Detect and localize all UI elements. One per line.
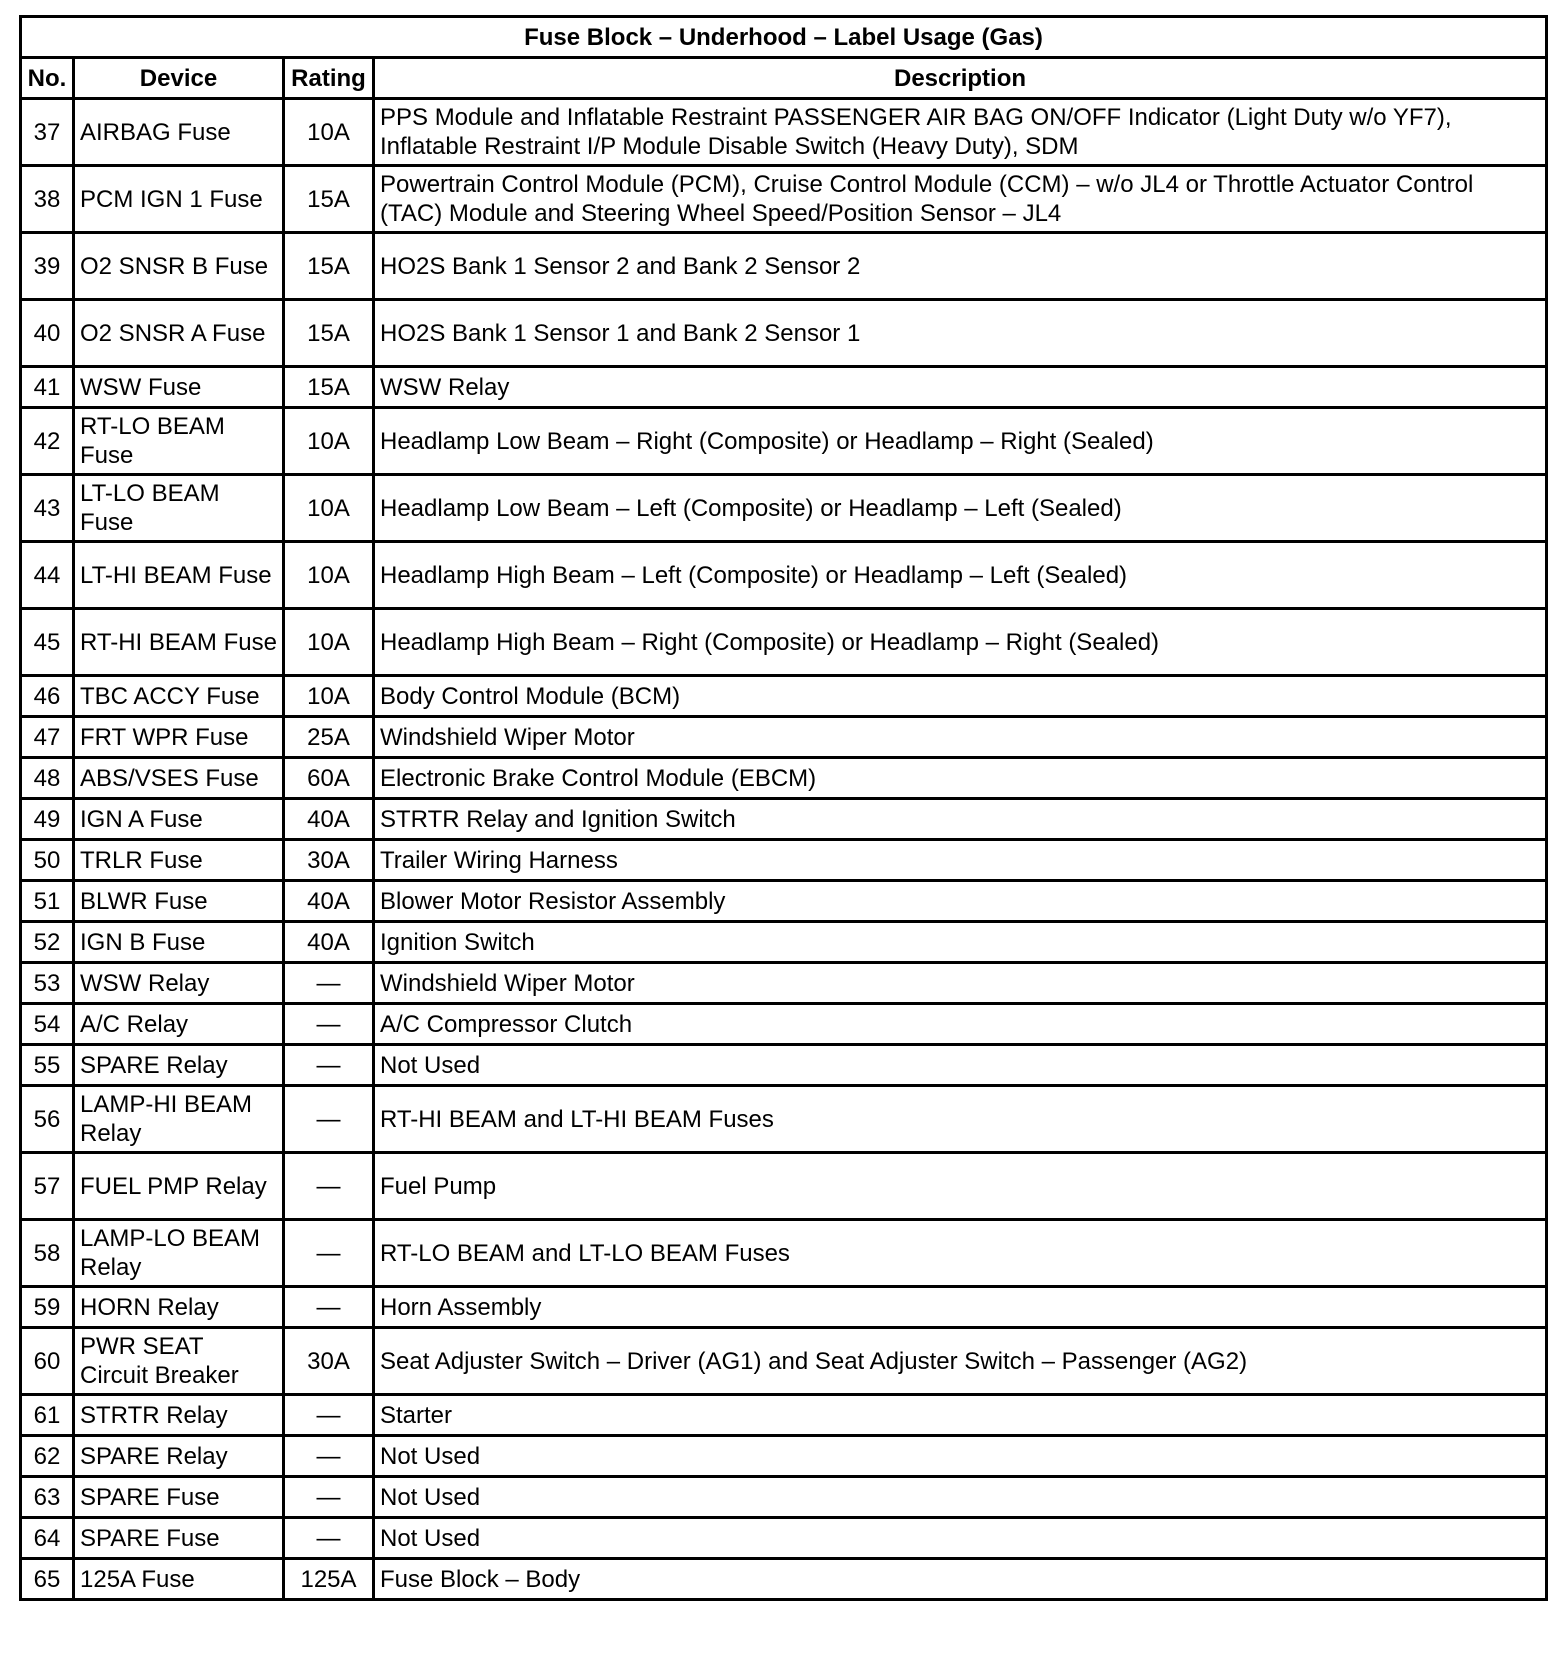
cell-device: 125A Fuse bbox=[74, 1559, 284, 1600]
cell-rating: — bbox=[284, 1004, 374, 1045]
cell-description: Powertrain Control Module (PCM), Cruise Control Module (CCM) – w/o JL4 or Throttle Actuator Control (TAC) Module and Steering Wheel Speed/Position Sensor – JL4 bbox=[374, 166, 1547, 233]
table-row bbox=[21, 758, 1547, 799]
cell-description: HO2S Bank 1 Sensor 2 and Bank 2 Sensor 2 bbox=[374, 233, 1547, 300]
cell-device: FRT WPR Fuse bbox=[74, 717, 284, 758]
cell-rating: — bbox=[284, 1086, 374, 1153]
cell-device: WSW Fuse bbox=[74, 367, 284, 408]
cell-device: LAMP-HI BEAM Relay bbox=[74, 1086, 284, 1153]
cell-no: 56 bbox=[21, 1086, 74, 1153]
table-row bbox=[21, 609, 1547, 676]
cell-no: 65 bbox=[21, 1559, 74, 1600]
cell-device: RT-HI BEAM Fuse bbox=[74, 609, 284, 676]
column-header-description: Description bbox=[374, 58, 1547, 99]
table-row bbox=[21, 475, 1547, 542]
table-row bbox=[21, 676, 1547, 717]
table-row bbox=[21, 99, 1547, 166]
table-row bbox=[21, 1287, 1547, 1328]
table-row bbox=[21, 1220, 1547, 1287]
cell-rating: 30A bbox=[284, 840, 374, 881]
cell-no: 52 bbox=[21, 922, 74, 963]
cell-rating: 40A bbox=[284, 881, 374, 922]
table-row bbox=[21, 1045, 1547, 1086]
cell-rating: — bbox=[284, 1518, 374, 1559]
table-row bbox=[21, 1328, 1547, 1395]
cell-no: 38 bbox=[21, 166, 74, 233]
cell-device: LT-LO BEAM Fuse bbox=[74, 475, 284, 542]
cell-no: 53 bbox=[21, 963, 74, 1004]
cell-description: Headlamp High Beam – Left (Composite) or Headlamp – Left (Sealed) bbox=[374, 542, 1547, 609]
table-title: Fuse Block – Underhood – Label Usage (Gas) bbox=[21, 17, 1547, 58]
cell-no: 44 bbox=[21, 542, 74, 609]
cell-rating: — bbox=[284, 1045, 374, 1086]
cell-description: Blower Motor Resistor Assembly bbox=[374, 881, 1547, 922]
cell-description: PPS Module and Inflatable Restraint PASSENGER AIR BAG ON/OFF Indicator (Light Duty w/o YF7), Inflatable Restraint I/P Module Disable Switch (Heavy Duty), SDM bbox=[374, 99, 1547, 166]
cell-description: A/C Compressor Clutch bbox=[374, 1004, 1547, 1045]
cell-device: TBC ACCY Fuse bbox=[74, 676, 284, 717]
cell-rating: 60A bbox=[284, 758, 374, 799]
cell-rating: 10A bbox=[284, 475, 374, 542]
cell-rating: 10A bbox=[284, 676, 374, 717]
cell-description: WSW Relay bbox=[374, 367, 1547, 408]
cell-device: IGN B Fuse bbox=[74, 922, 284, 963]
cell-description: Body Control Module (BCM) bbox=[374, 676, 1547, 717]
cell-rating: 10A bbox=[284, 542, 374, 609]
cell-description: RT-LO BEAM and LT-LO BEAM Fuses bbox=[374, 1220, 1547, 1287]
cell-device: IGN A Fuse bbox=[74, 799, 284, 840]
cell-description: Not Used bbox=[374, 1477, 1547, 1518]
table-row bbox=[21, 922, 1547, 963]
cell-description: Windshield Wiper Motor bbox=[374, 963, 1547, 1004]
cell-no: 37 bbox=[21, 99, 74, 166]
fuse-block-table bbox=[19, 15, 1548, 1601]
cell-rating: — bbox=[284, 963, 374, 1004]
cell-rating: — bbox=[284, 1287, 374, 1328]
cell-device: AIRBAG Fuse bbox=[74, 99, 284, 166]
cell-description: HO2S Bank 1 Sensor 1 and Bank 2 Sensor 1 bbox=[374, 300, 1547, 367]
cell-device: TRLR Fuse bbox=[74, 840, 284, 881]
cell-no: 46 bbox=[21, 676, 74, 717]
cell-description: Headlamp Low Beam – Left (Composite) or Headlamp – Left (Sealed) bbox=[374, 475, 1547, 542]
cell-device: LAMP-LO BEAM Relay bbox=[74, 1220, 284, 1287]
cell-no: 55 bbox=[21, 1045, 74, 1086]
cell-device: SPARE Relay bbox=[74, 1045, 284, 1086]
cell-rating: 15A bbox=[284, 367, 374, 408]
cell-description: Not Used bbox=[374, 1436, 1547, 1477]
table-body bbox=[21, 99, 1547, 1600]
cell-no: 62 bbox=[21, 1436, 74, 1477]
cell-device: BLWR Fuse bbox=[74, 881, 284, 922]
table-row bbox=[21, 1518, 1547, 1559]
table-row bbox=[21, 233, 1547, 300]
cell-no: 50 bbox=[21, 840, 74, 881]
cell-no: 60 bbox=[21, 1328, 74, 1395]
cell-device: PCM IGN 1 Fuse bbox=[74, 166, 284, 233]
cell-no: 42 bbox=[21, 408, 74, 475]
cell-rating: 15A bbox=[284, 300, 374, 367]
cell-no: 57 bbox=[21, 1153, 74, 1220]
cell-rating: 10A bbox=[284, 609, 374, 676]
table-row bbox=[21, 367, 1547, 408]
table-row bbox=[21, 542, 1547, 609]
cell-rating: — bbox=[284, 1395, 374, 1436]
cell-no: 47 bbox=[21, 717, 74, 758]
cell-rating: 125A bbox=[284, 1559, 374, 1600]
table-row bbox=[21, 1436, 1547, 1477]
cell-rating: — bbox=[284, 1153, 374, 1220]
column-header-rating: Rating bbox=[284, 58, 374, 99]
cell-description: Trailer Wiring Harness bbox=[374, 840, 1547, 881]
cell-no: 39 bbox=[21, 233, 74, 300]
cell-no: 49 bbox=[21, 799, 74, 840]
cell-no: 40 bbox=[21, 300, 74, 367]
table-row bbox=[21, 1395, 1547, 1436]
cell-device: HORN Relay bbox=[74, 1287, 284, 1328]
cell-rating: 15A bbox=[284, 166, 374, 233]
cell-description: RT-HI BEAM and LT-HI BEAM Fuses bbox=[374, 1086, 1547, 1153]
cell-no: 43 bbox=[21, 475, 74, 542]
table-row bbox=[21, 408, 1547, 475]
cell-no: 59 bbox=[21, 1287, 74, 1328]
cell-rating: 40A bbox=[284, 799, 374, 840]
cell-description: Headlamp Low Beam – Right (Composite) or Headlamp – Right (Sealed) bbox=[374, 408, 1547, 475]
cell-description: Electronic Brake Control Module (EBCM) bbox=[374, 758, 1547, 799]
cell-device: STRTR Relay bbox=[74, 1395, 284, 1436]
cell-rating: 30A bbox=[284, 1328, 374, 1395]
cell-device: SPARE Fuse bbox=[74, 1477, 284, 1518]
cell-rating: 25A bbox=[284, 717, 374, 758]
table-row bbox=[21, 717, 1547, 758]
cell-device: SPARE Fuse bbox=[74, 1518, 284, 1559]
table-row bbox=[21, 166, 1547, 233]
table-row bbox=[21, 881, 1547, 922]
table-row bbox=[21, 1559, 1547, 1600]
cell-rating: 40A bbox=[284, 922, 374, 963]
cell-description: Not Used bbox=[374, 1045, 1547, 1086]
column-header-device: Device bbox=[74, 58, 284, 99]
table-row bbox=[21, 799, 1547, 840]
cell-no: 51 bbox=[21, 881, 74, 922]
table-row bbox=[21, 963, 1547, 1004]
cell-no: 48 bbox=[21, 758, 74, 799]
cell-device: FUEL PMP Relay bbox=[74, 1153, 284, 1220]
cell-rating: — bbox=[284, 1220, 374, 1287]
cell-device: PWR SEAT Circuit Breaker bbox=[74, 1328, 284, 1395]
cell-description: Not Used bbox=[374, 1518, 1547, 1559]
table-row bbox=[21, 840, 1547, 881]
cell-description: Fuse Block – Body bbox=[374, 1559, 1547, 1600]
cell-no: 64 bbox=[21, 1518, 74, 1559]
cell-rating: 15A bbox=[284, 233, 374, 300]
cell-rating: — bbox=[284, 1436, 374, 1477]
cell-device: O2 SNSR A Fuse bbox=[74, 300, 284, 367]
cell-no: 61 bbox=[21, 1395, 74, 1436]
cell-description: Fuel Pump bbox=[374, 1153, 1547, 1220]
cell-device: A/C Relay bbox=[74, 1004, 284, 1045]
cell-device: O2 SNSR B Fuse bbox=[74, 233, 284, 300]
cell-no: 45 bbox=[21, 609, 74, 676]
cell-device: SPARE Relay bbox=[74, 1436, 284, 1477]
cell-device: WSW Relay bbox=[74, 963, 284, 1004]
cell-description: Headlamp High Beam – Right (Composite) or Headlamp – Right (Sealed) bbox=[374, 609, 1547, 676]
cell-description: Ignition Switch bbox=[374, 922, 1547, 963]
cell-rating: 10A bbox=[284, 408, 374, 475]
table-row bbox=[21, 300, 1547, 367]
cell-description: Horn Assembly bbox=[374, 1287, 1547, 1328]
column-header-no: No. bbox=[21, 58, 74, 99]
cell-no: 63 bbox=[21, 1477, 74, 1518]
cell-rating: 10A bbox=[284, 99, 374, 166]
table-row bbox=[21, 1153, 1547, 1220]
cell-device: ABS/VSES Fuse bbox=[74, 758, 284, 799]
cell-no: 58 bbox=[21, 1220, 74, 1287]
cell-no: 54 bbox=[21, 1004, 74, 1045]
cell-rating: — bbox=[284, 1477, 374, 1518]
table-row bbox=[21, 1477, 1547, 1518]
cell-description: STRTR Relay and Ignition Switch bbox=[374, 799, 1547, 840]
cell-description: Seat Adjuster Switch – Driver (AG1) and Seat Adjuster Switch – Passenger (AG2) bbox=[374, 1328, 1547, 1395]
table-row bbox=[21, 1086, 1547, 1153]
cell-no: 41 bbox=[21, 367, 74, 408]
cell-device: RT-LO BEAM Fuse bbox=[74, 408, 284, 475]
cell-description: Starter bbox=[374, 1395, 1547, 1436]
cell-device: LT-HI BEAM Fuse bbox=[74, 542, 284, 609]
cell-description: Windshield Wiper Motor bbox=[374, 717, 1547, 758]
table-row bbox=[21, 1004, 1547, 1045]
